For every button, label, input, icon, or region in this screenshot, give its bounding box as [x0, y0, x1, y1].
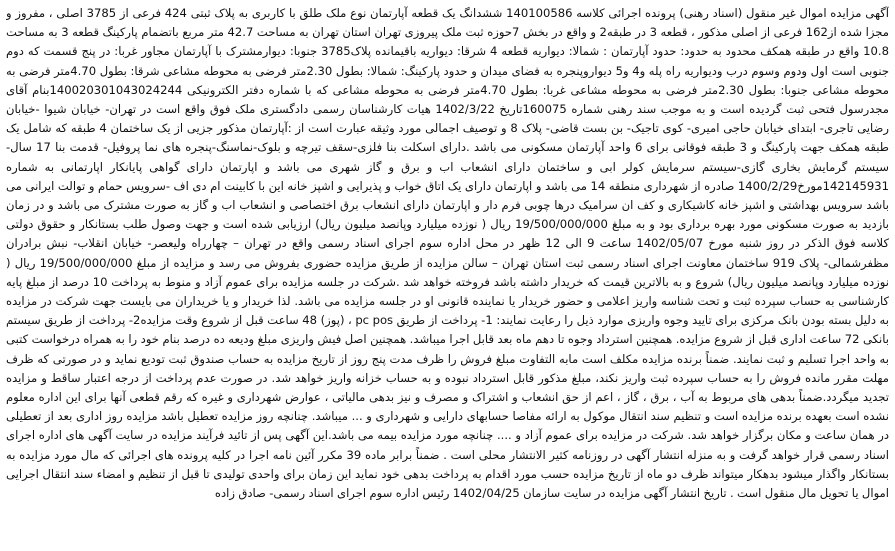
notice-body-text: آگهی مزایده اموال غیر منقول (اسناد رهنی) پرونده اجرائی کلاسه 140100586 ششدانگ یک قطعه آپارتمان نوع ملک طلق با کاربری به پلاک ثبتی 424 فرعی از 3785 اصلی ، مفروز و مجزا شده از162 فرعی از اصلی مذکور ، قطعه 3 در طبقه2 و واقع در بخش 7حوزه ثبت ملک پیروزی تهران استان تهران به مساحت 42.7 متر مربع باتضمام پارکینگ قطعه 3 به مساحت 10.8 واقع در طبقه همکف محدود به حدود: حدود آپارتمان : شمالا: دیواریه قطعه 4 شرقا: دیواریه باقیمانده پلاک3785 جنوبا: دیوارمشترک با آپارتمان مجاور غربا: در پنج قسمت که دوم جنوبی است اول ودوم وسوم درب ودیواریه راه پله و4 و5 دیوارو‌پنجره به فضای میدان و حدود پارکینگ: شمالا: بطول 2.30متر فرضی به محوطه مشاعی شرقا: بطول 4.70متر فرضی به محوطه مشاعی جنوبا: بطول 2.30متر فرضی به محوطه مشاعی غربا: بطول 4.70متر فرضی به محوطه مشاعی که با شماره دفتر الکترونیکی 140020301043024244بنام آقای مجدرسول فتحی ثبت گردیده است و به موجب سند رهنی شماره 160075تاریخ 1402/3/22 هیات کارشناسان رسمی دادگستری ملک فوق واقع است در تهران- خیابان شیوا -خیابان رضایی تاجری- ابتدای خیابان حاجی امیری- کوی تاجیک- بن بست قاضی- پلاک 8 و توصیف اجمالی مورد وثیقه عبارت است از :آپارتمان مذکور جزیی از یک ساختمان 4 طبقه که شامل یک طبقه همکف جهت پارکینگ و 3 طبقه فوقانی برای 6 واحد آپارتمان مسکونی می باشد .دارای اسکلت بنا فلزی-سقف تیرچه و بلوک-نماسنگ-پنجره های نما پروفیل- قدمت بنا 17 سال- سیستم گرمایش بخاری گازی-سیستم سرمایش کولر ابی و ساختمان دارای انشعاب اب و برق و گاز شهری می باشد و اپارتمان دارای گواهی پایانکار اپارتمانی به شماره 142145931مورخ1400/2/29 صادره از شهرداری منطقه 14 می باشد و اپارتمان دارای یک اتاق خواب و پذیرایی و اشپز خانه این با کابینت ام دی اف -سرویس حمام و توالت ایرانی می باشد سرویس بهداشتی و اشپز خانه کاشیکاری و کف ان سرامیک درها چوبی فرم دار و اپارتمان دارای انشعاب برق اختصاصی و انشعاب اب و گاز به صورت مشترک می باشد و در زمان بازدید به صورت مسکونی مورد بهره برداری بود و به مبلغ 19/500/000/000 ریال ( نوزده میلیارد وپانصد میلیون ریال) ارزیابی شده است و جهت وصول طلب بستانکار و حقوق دولتی کلاسه فوق الذکر در روز شنبه مورخ 1402/05/07 ساعت 9 الی 12 ظهر در محل اداره سوم اجرای اسناد رسمی واقع در تهران – چهارراه ولیعصر- خیابان انقلاب- نبش برادران مظفرشمالی- پلاک 919 ساختمان معاونت اجرای اسناد رسمی ثبت استان تهران – سالن مزایده از طریق مزایده حضوری بفروش می رسد و مزایده از مبلغ 19/500/000/000 ریال ( نوزده میلیارد وپانصد میلیون ریال) شروع و به بالاترین قیمت که خریدار داشته باشد فروخته خواهد شد .شرکت در جلسه مزایده برای عموم آزاد و منوط به پرداخت 10 درصد از مبلغ پایه کارشناسی به حساب سپرده ثبت و تحت شناسه واریز اعلامی و حضور خریدار یا نماینده قانونی او در جلسه مزایده می باشد. لذا خریدار و یا خریداران می بایست جهت شرکت در مزایده به دلیل بسته بودن بانک مرکزی برای تایید وجوه واریزی موارد ذیل را رعایت نمایند: 1- پرداخت از طریق pc pos ، (پوز) 48 ساعت قبل از شروع وقت مزایده2- پرداخت از طریق سیستم بانکی 72 ساعت اداری قبل از شروع مزایده. همچنین استرداد وجوه تا دهم ماه بعد قابل اجرا میباشد. همچنین اصل فیش واریزی مبلغ ودیعه ده درصد بنام خود را به همراه درخواست کتبی به واحد اجرا تسلیم و ثبت نمایند. ضمناً برنده مزایده مکلف است مابه التفاوت مبلغ فروش را ظرف مدت پنج روز از تاریخ مزایده به حساب صندوق ثبت تودیع نماید و در صورتی که ظرف مهلت مقرر مانده فروش را به حساب سپرده ثبت واریز نکند، مبلغ مذکور قابل استرداد نبوده و به حساب خزانه واریز خواهد شد. در صورت عدم پرداخت از درجه اعتبار ساقط و مزایده تجدید میگردد.ضمناً بدهی های مربوط به آب ، برق ، گاز ، اعم از حق انشعاب و اشتراک و مصرف و نیز بدهی مالیاتی ، عوارض شهرداری و غیره که رقم قطعی آنها برای این اداره معلوم نشده است بعهده برنده مزایده است و تنظیم سند انتقال موکول به ارائه مفاصا حسابهای دارایی و شهرداری و ... میباشد. چنانچه روز مزایده تعطیل باشد مزایده روز اداری بعد از تعطیلی در همان ساعت و مکان برگزار خواهد شد. شرکت در مزایده برای عموم آزاد و .... چنانچه مورد مزایده بیمه می باشد.این آگهی پس از تائید فرآیند مزایده در سایت آگهی های اداره اجرای اسناد رسمی قرار خواهد گرفت و به منزله انتشار آگهی در روزنامه کثیر الانتشار محلی است . ضمناً برابر ماده 39 مکرر آئین نامه اجرا در کلیه پرونده های اجرائی که مال مورد مزایده به بستانکار واگذار میشود بدهکار میتواند ظرف دو ماه از تاریخ مزایده حسب مورد اقدام به پرداخت بدهی خود نماید این زمان برای واحدی تولیدی تا قبل از تنظیم و امضاء سند انتقال اجرایی اموال یا تحویل مال منقول است . تاریخ انتشار آگهی مزایده در سایت سازمان 1402/04/25 رئیس اداره سوم اجرای اسناد رسمی- صادق زاده [6, 6, 889, 501]
auction-notice [6, 4, 889, 547]
